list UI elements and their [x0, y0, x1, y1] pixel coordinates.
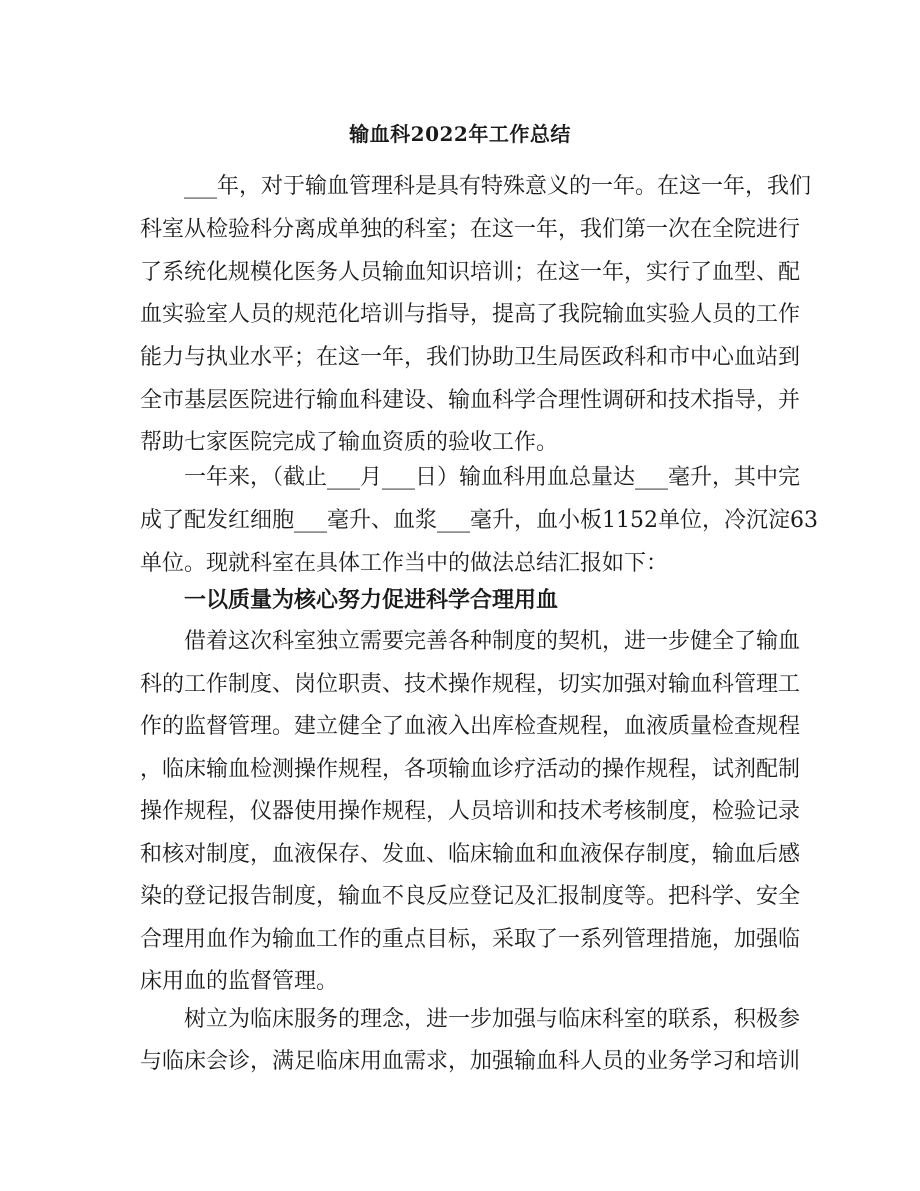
paragraph-line: 了系统化规模化医务人员输血知识培训；在这一年，实行了血型、配 [140, 260, 801, 285]
paragraph-line: 染的登记报告制度，输血不良反应登记及汇报制度等。把科学、安全 [140, 884, 801, 909]
paragraph-line: 和核对制度，血液保存、发血、临床输血和血液保存制度，输血后感 [140, 842, 801, 867]
paragraph-line: 科室从检验科分离成单独的科室；在这一年，我们第一次在全院进行 [140, 217, 801, 242]
paragraph-line: 一年来，（截止___月___日）输血科用血总量达___毫升，其中完 [184, 465, 801, 490]
paragraph-line: 借着这次科室独立需要完善各种制度的契机，进一步健全了输血 [184, 629, 801, 654]
section-heading: 一以质量为核心努力促进科学合理用血 [184, 587, 559, 613]
paragraph-line: 单位。现就科室在具体工作当中的做法总结汇报如下： [140, 551, 669, 576]
paragraph-line: 成了配发红细胞___毫升、血浆___毫升，血小板1152单位，冷沉淀63 [140, 508, 818, 533]
paragraph-line: 合理用血作为输血工作的重点目标，采取了一系列管理措施，加强临 [140, 927, 801, 952]
paragraph-line: ，临床输血检测操作规程，各项输血诊疗活动的操作规程，试剂配制 [140, 757, 801, 782]
paragraph-line: ___年，对于输血管理科是具有特殊意义的一年。在这一年，我们 [184, 174, 812, 199]
paragraph-line: 操作规程，仪器使用操作规程，人员培训和技术考核制度，检验记录 [140, 799, 801, 824]
paragraph-line: 血实验室人员的规范化培训与指导，提高了我院输血实验人员的工作 [140, 302, 801, 327]
paragraph-line: 与临床会诊，满足临床用血需求，加强输血科人员的业务学习和培训 [140, 1049, 801, 1074]
paragraph-line: 科的工作制度、岗位职责、技术操作规程，切实加强对输血科管理工 [140, 672, 801, 697]
paragraph-line: 全市基层医院进行输血科建设、输血科学合理性调研和技术指导，并 [140, 388, 801, 413]
paragraph-line: 帮助七家医院完成了输血资质的验收工作。 [140, 430, 559, 455]
paragraph-line: 作的监督管理。建立健全了血液入出库检查规程，血液质量检查规程 [140, 714, 801, 739]
paragraph-line: 树立为临床服务的理念，进一步加强与临床科室的联系，积极参 [184, 1007, 801, 1032]
paragraph-line: 能力与执业水平；在这一年，我们协助卫生局医政科和市中心血站到 [140, 345, 801, 370]
paragraph-line: 床用血的监督管理。 [140, 969, 339, 994]
document-title: 输血科2022年工作总结 [349, 122, 571, 146]
